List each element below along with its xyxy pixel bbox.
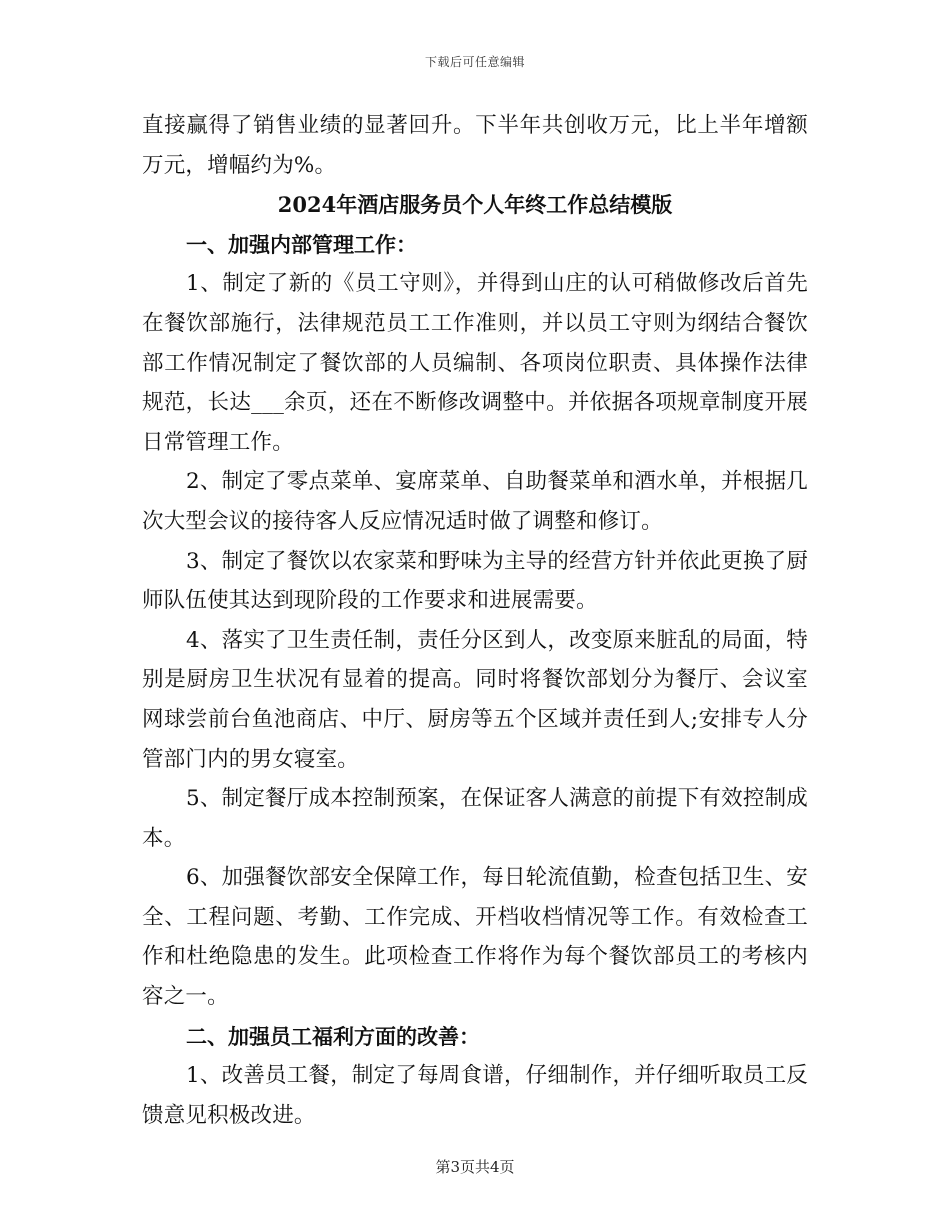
- section-heading: 一、加强内部管理工作：: [186, 231, 417, 257]
- paragraph-line: 日常管理工作。: [142, 429, 294, 455]
- paragraph-line: 师队伍使其达到现阶段的工作要求和进展需要。: [142, 588, 598, 614]
- page-number: 第3页共4页: [435, 1158, 515, 1176]
- paragraph-line: 4、落实了卫生责任制，责任分区到人，改变原来脏乱的局面，特: [186, 627, 808, 653]
- paragraph-line: 容之一。: [142, 984, 229, 1010]
- paragraph-line: 规范，长达___余页，还在不断修改调整中。并依据各项规章制度开展: [142, 390, 808, 416]
- document-body: [142, 106, 808, 1135]
- paragraph-line: 1、改善员工餐，制定了每周食谱，仔细制作，并仔细听取员工反: [186, 1063, 808, 1089]
- paragraph-line: 1、制定了新的《员工守则》，并得到山庄的认可稍做修改后首先: [186, 271, 808, 297]
- paragraph-line: 全、工程问题、考勤、工作完成、开档收档情况等工作。有效检查工: [142, 904, 808, 930]
- paragraph-line: 在餐饮部施行，法律规范员工工作准则，并以员工守则为纲结合餐饮: [142, 310, 808, 336]
- continuation-line: 直接赢得了销售业绩的显著回升。下半年共创收万元，比上半年增额: [142, 113, 808, 138]
- page-header-note: 下载后可任意编辑: [424, 55, 525, 69]
- paragraph-line: 网球尝前台鱼池商店、中厅、厨房等五个区域并责任到人;安排专人分: [142, 706, 808, 732]
- section-heading: 二、加强员工福利方面的改善：: [186, 1023, 480, 1049]
- paragraph-line: 3、制定了餐饮以农家菜和野味为主导的经营方针并依此更换了厨: [186, 548, 808, 574]
- paragraph-line: 2、制定了零点菜单、宴席菜单、自助餐菜单和酒水单，并根据几: [186, 469, 808, 495]
- paragraph-line: 5、制定餐厅成本控制预案，在保证客人满意的前提下有效控制成: [186, 786, 808, 812]
- paragraph-line: 别是厨房卫生状况有显着的提高。同时将餐饮部划分为餐厅、会议室: [142, 667, 808, 693]
- paragraph-line: 部工作情况制定了餐饮部的人员编制、各项岗位职责、具体操作法律: [142, 350, 808, 376]
- paragraph-line: 本。: [142, 825, 186, 851]
- paragraph-line: 馈意见积极改进。: [142, 1102, 316, 1128]
- continuation-line: 万元，增幅约为%。: [142, 152, 337, 178]
- document-title: 2024年酒店服务员个人年终工作总结模版: [277, 192, 673, 218]
- paragraph-line: 6、加强餐饮部安全保障工作，每日轮流值勤，检查包括卫生、安: [186, 865, 808, 891]
- paragraph-line: 管部门内的男女寝室。: [142, 746, 360, 772]
- paragraph-line: 次大型会议的接待客人反应情况适时做了调整和修订。: [142, 508, 663, 534]
- paragraph-line: 作和杜绝隐患的发生。此项检查工作将作为每个餐饮部员工的考核内: [142, 944, 808, 970]
